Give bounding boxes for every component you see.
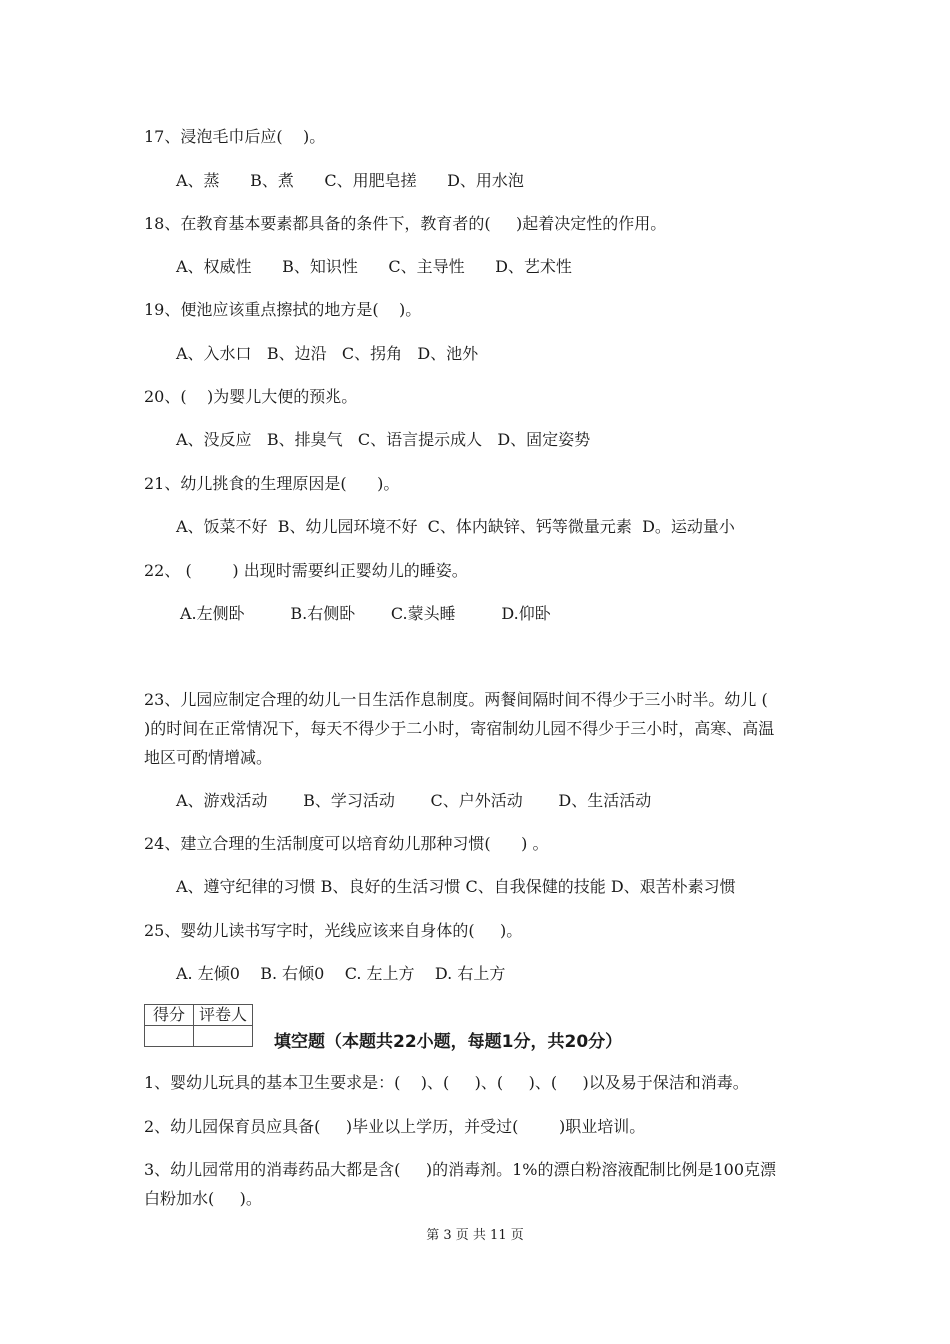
question-19-options: A、入水口 B、边沿 C、拐角 D、池外 — [176, 344, 479, 363]
question-20: 20、( )为婴儿大便的预兆。 — [144, 387, 358, 406]
question-24-options: A、遵守纪律的习惯 B、良好的生活习惯 C、自我保健的技能 D、艰苦朴素习惯 — [176, 877, 736, 896]
question-21-options: A、饭菜不好 B、幼儿园环境不好 C、体内缺锌、钙等微量元素 D。运动量小 — [176, 517, 735, 536]
question-25: 25、婴幼儿读书写字时，光线应该来自身体的( )。 — [144, 921, 523, 940]
question-22: 22、 ( ) 出现时需要纠正婴幼儿的睡姿。 — [144, 561, 468, 580]
page-number: 第 3 页 共 11 页 — [426, 1228, 524, 1243]
fill-question-2: 2、幼儿园保育员应具备( )毕业以上学历，并受过( )职业培训。 — [144, 1117, 646, 1136]
question-24: 24、建立合理的生活制度可以培育幼儿那种习惯( ) 。 — [144, 834, 549, 853]
question-23-line-3: 地区可酌情增减。 — [144, 748, 273, 767]
fill-question-1: 1、婴幼儿玩具的基本卫生要求是：( )、( )、( )、( )以及易于保洁和消毒。 — [144, 1073, 749, 1092]
score-label: 得分 — [145, 1005, 194, 1026]
section-title: 填空题（本题共22小题，每题1分，共20分） — [274, 1032, 623, 1052]
question-17: 17、浸泡毛巾后应( )。 — [144, 127, 326, 146]
question-21: 21、幼儿挑食的生理原因是( )。 — [144, 474, 400, 493]
question-25-options: A. 左倾0 B. 右倾0 C. 左上方 D. 右上方 — [176, 964, 506, 983]
question-23: 23、儿园应制定合理的幼儿一日生活作息制度。两餐间隔时间不得少于三小时半。幼儿 ( — [144, 690, 768, 709]
question-18-options: A、权威性 B、知识性 C、主导性 D、艺术性 — [176, 257, 572, 276]
fill-question-3-line-2: 白粉加水( )。 — [144, 1189, 262, 1208]
question-23-options: A、游戏活动 B、学习活动 C、户外活动 D、生活活动 — [176, 791, 652, 810]
question-20-options: A、没反应 B、排臭气 C、语言提示成人 D、固定姿势 — [176, 430, 591, 449]
question-18: 18、在教育基本要素都具备的条件下，教育者的( )起着决定性的作用。 — [144, 214, 667, 233]
question-19: 19、便池应该重点擦拭的地方是( )。 — [144, 300, 422, 319]
question-17-options: A、蒸 B、煮 C、用肥皂搓 D、用水泡 — [176, 171, 524, 190]
question-23-line-2: )的时间在正常情况下，每天不得少于二小时，寄宿制幼儿园不得少于三小时，高寒、高温 — [144, 719, 775, 738]
fill-question-3: 3、幼儿园常用的消毒药品大都是含( )的消毒剂。1%的漂白粉溶液配制比例是100克漂 — [144, 1160, 777, 1179]
score-table — [144, 1004, 253, 1047]
grader-cell — [194, 1026, 253, 1047]
question-22-options: A.左侧卧 B.右侧卧 C.蒙头睡 D.仰卧 — [180, 604, 551, 623]
score-cell — [145, 1026, 194, 1047]
grader-label: 评卷人 — [194, 1005, 253, 1026]
